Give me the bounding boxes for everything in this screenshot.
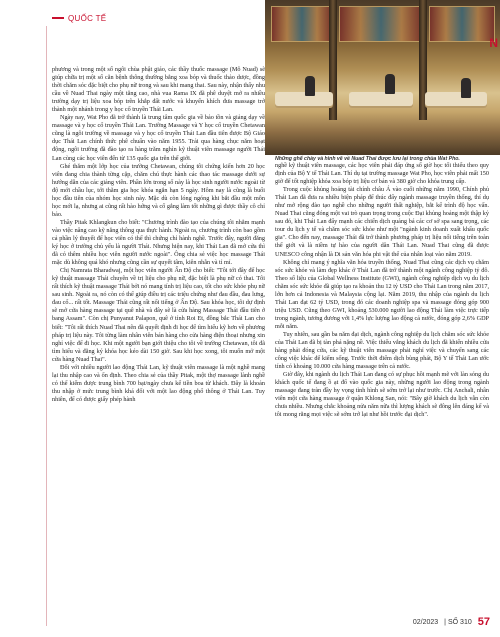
paragraph: Trong cuộc khủng hoảng tài chính châu Á vào cuối những năm 1990, Chính phủ Thái Lan đã đưa ra nhiều biện pháp để thúc đẩy ngành massage truyền thống, thí dụ như mở rộng đào tạo nghề cho những người thất nghiệp, bắt kể trình độ học vấn. Nuad Thai cũng đóng một vai trò quan trọng trong cuộc Đại khủng hoảng một thập kỷ sau đó, khi Thái Lan đẩy mạnh các chiến dịch quảng bá các cơ sở spa sang trọng, các tour du lịch y tế và chăm sóc sức khỏe như một "ngành kinh doanh xuất khẩu quốc gia". Cho đến nay, massage Thái đã trở thành phương pháp trị liệu nổi tiếng trên toàn thế giới và là niềm tự hào của người dân Thái Lan. Nuad Thai cũng đã được UNESCO công nhận là Di sản văn hóa phi vật thể của nhân loại vào năm 2019. (275, 186, 489, 258)
massage-bed (425, 92, 487, 106)
page-number: 57 (477, 616, 490, 628)
paragraph: phương và trong một số ngôi chùa phật giáo, các thầy thuốc massage (Mô Nuad) sẽ giúp chữa trị một số căn bệnh thông thường bằng xoa bóp và thuốc thảo dược, đồng thời chăm sóc đặc biệt cho phụ nữ trong và sau khi mang thai. Sau này, nhận thấy nhu cầu về Nuad Thai ngày một tăng cao, nhà vua Rama IX đã phê duyệt mở ra nhiều trường dạy trị liệu xoa bóp trên khắp đất nước và khuyến khích đưa massage trở thành một nhánh trong y học cổ truyền Thái Lan. (52, 66, 265, 114)
paragraph: Ghé thăm một lớp học của trường Chetawan, chúng tôi chứng kiến hơn 20 học viên đang chia thành từng cặp, chăm chú thực hành các thao tác massage dưới sự hướng dẫn của các giảng viên. Phần lớn trong số này là học sinh người nước ngoài từ độ mới chầu lục, tới thăm gia học khóa ngắn hạn 5 ngày. Hôm nay là cũng là buổi học đầu tiên của nhóm học sinh này. Mặc dù còn lóng ngóng khi bắt đầu một môn học mới lạ, nhưng ai cũng rất hào hứng và cố gắng làm tốt những gì được thầy cô chỉ bảo. (52, 162, 265, 218)
person-figure (305, 76, 315, 96)
paragraph: Không chỉ mang ý nghĩa văn hóa truyền thống, Nuad Thai cũng các dịch vụ chăm sóc sức khỏe và làm đẹp khác ở Thái Lan đã trở thành một ngành công nghiệp tỷ đô. Theo số liệu của Global Wellness Institute (GWI), ngành công nghiệp dịch vụ du lịch chăm sóc sức khỏe đã giúp tạo ra khoản thu 12 tỷ USD cho Thái Lan trong năm 2017, lớn hơn cả Indonesia và Malaysia cộng lại. Năm 2019, thu nhập của ngành du lịch Thái Lan đạt 62 tỷ USD, trong đó các doanh nghiệp spa và massage đóng góp 900 triệu USD. Cũng theo GWI, khoảng 530.000 người lao động Thái làm việc trực tiếp trong ngành, tương đương với 1,4% lực lượng lao động cả nước, đóng góp 2,6% GDP mỗi năm. (275, 258, 489, 330)
mural-center (339, 6, 423, 42)
section-header (52, 10, 106, 26)
article-column-right (275, 162, 489, 614)
mural-left (271, 6, 333, 42)
massage-bed (275, 92, 333, 106)
mural-right (429, 6, 495, 42)
issue-date: 02/2023 (412, 618, 439, 626)
issue-number: SỐ 310 (448, 618, 472, 626)
paragraph: Tuy nhiên, sau gần ba năm đại dịch, ngành công nghiệp du lịch chăm sóc sức khỏe của Thái Lan đã bị tàn phá nặng nề. Việc thiếu vắng khách du lịch đã khiến nhiều cửa hàng phải đóng cửa, các kỹ thuật viên massage phải nghỉ việc và chuyển sang các công việc khác để kiếm sống. Trước thời điểm dịch bùng phát, Bộ Y tế Thái Lan ước tính có khoảng 10.000 cửa hàng massage trên cả nước. (275, 330, 489, 371)
page-footer (413, 616, 490, 628)
paragraph: Chị Namrata Bharadwaj, một học viên người Ấn Độ cho biết: "Tôi tới đây để học kỹ thuật massage Thái chuyên về trị liệu cho phụ nữ, đặc biệt là phụ nữ có thai. Tôi rất thích kỹ thuật massage Thái bởi nó mang tính trị liệu cao, tốt cho sức khỏe phụ nữ sau sinh. Ngoài ra, nó còn có thể giúp điều trị các triệu chứng như đau đầu, đau lưng, đau cổ... rất tốt. Massage Thái cũng rất nổi tiếng ở Ấn Độ. Sau khóa học, tôi dự định sẽ mở cửa hàng massage tại quê nhà và đây sẽ là cửa hàng Massage Thái đầu tiên ở bang Assam". Còn chị Punyanut Palapon, quê ở tỉnh Roi Et, đồng bắc Thái Lan cho biết: "Tôi rất thích Nuad Thai nên đã quyết định đi học để tìm hiểu kỹ hơn về phương pháp trị liệu này. Tôi từng làm nhân viên bán hàng cho cửa hàng điện thoại nhưng xin nghỉ việc để đi học. Khi một người bạn giới thiệu cho tôi về trường Chetawan, tôi đã tìm hiểu và đăng ký khóa học kéo dài 150 giờ. Sau khi học xong, tôi muốn mở một cửa hàng Nuad Thai". (52, 267, 265, 363)
article-column-left (52, 66, 265, 614)
left-margin-rule (46, 26, 47, 626)
section-accent-bar (52, 17, 64, 19)
person-figure (385, 74, 395, 94)
paragraph: nghề kỹ thuật viên massage, các học viên phải đáp ứng số giờ học tối thiểu theo quy định của Bộ Y tế Thái Lan. Thí dụ tại trường massage Wat Pho, học viên phải mất 150 giờ để tốt nghiệp khóa xoa bóp trị liệu cơ bản và 380 giờ cho khóa trung cấp. (275, 162, 489, 186)
footer-separator: | (444, 618, 446, 626)
person-figure (461, 78, 471, 98)
paragraph: Giờ đây, khi ngành du lịch Thái Lan đang có sự phục hồi mạnh mẽ với làn sóng du khách quốc tế đang ồ ạt đổ vào quốc gia này, những người lao động trong ngành massage đang tràn đầy hy vọng tình hình sẽ sớm trở lại như trước. Chị Anchali, nhân viên một cửa hàng massage ở quận Khlong San, nói: "Bây giờ khách du lịch vẫn còn chưa nhiều. Nhưng chắc khoảng nửa năm nữa thì lượng khách sẽ đông lên đáng kể và tôi mong rằng mọi việc sẽ sớm trở lại như hồi trước đại dịch". (275, 371, 489, 419)
photo-mark: N (489, 36, 498, 50)
paragraph: Thầy Pitak Khlangkun cho biết: "Chương trình đào tạo của chúng tôi nhằm mạnh vào việc nâng cao kỹ năng thông qua thực hành. Ngoài ra, chương trình còn bao gồm cả phần lý thuyết để học viên có thể thì chứng chỉ hành nghề. Trước đây, người đăng ký học ở trường chủ yếu là người Thái. Nhưng hiện nay, khi Thái Lan đã mở cửa thì đã có thêm nhiều học viên người nước ngoài". Ông chia sẻ việc học massage Thái mặc dù không quá khó nhưng cũng cần sự quyết tâm, kiên nhẫn và tỉ mỉ. (52, 218, 265, 267)
section-label: QUỐC TẾ (68, 13, 107, 23)
massage-bed (349, 92, 413, 106)
temple-photo (265, 0, 500, 155)
photo-caption: Những ghế chày và hình vẽ về Nuad Thai được lưu lại trong chùa Wat Pho. (275, 156, 460, 162)
paragraph: Đối với nhiều người lao động Thái Lan, kỹ thuật viên massage là một nghề mang lại thu nhập cao và ổn định. Theo chia sẻ của thầy Pitak, một thợ massage lành nghề có thể kiếm được trung bình 700 bạt/ngày chưa kể tiền boa từ khách. Đây là khoản thu nhập ở mức trung bình khá đối với một lao động phổ thông ở Thái Lan. Tuy nhiên, để có được giấy phép hành (52, 363, 265, 403)
paragraph: Ngày nay, Wat Pho đã trở thành là trung tâm quốc gia về bảo tồn và giảng dạy về massage và y học cổ truyền Thái Lan. Trường Massage và Y học cổ truyền Chetawan cũng là ngôi trường về massage và y học cổ truyền Thái Lan đầu tiên được Bộ Giáo dục Thái Lan chính thức phê chuẩn vào năm 1955. Trải qua hàng chục năm hoạt động, ngôi trường đã đào tạo ra hàng trăm nghìn kỹ thuật viên massage người Thái Lan cùng các học viên đến từ 135 quốc gia trên thế giới. (52, 114, 265, 162)
